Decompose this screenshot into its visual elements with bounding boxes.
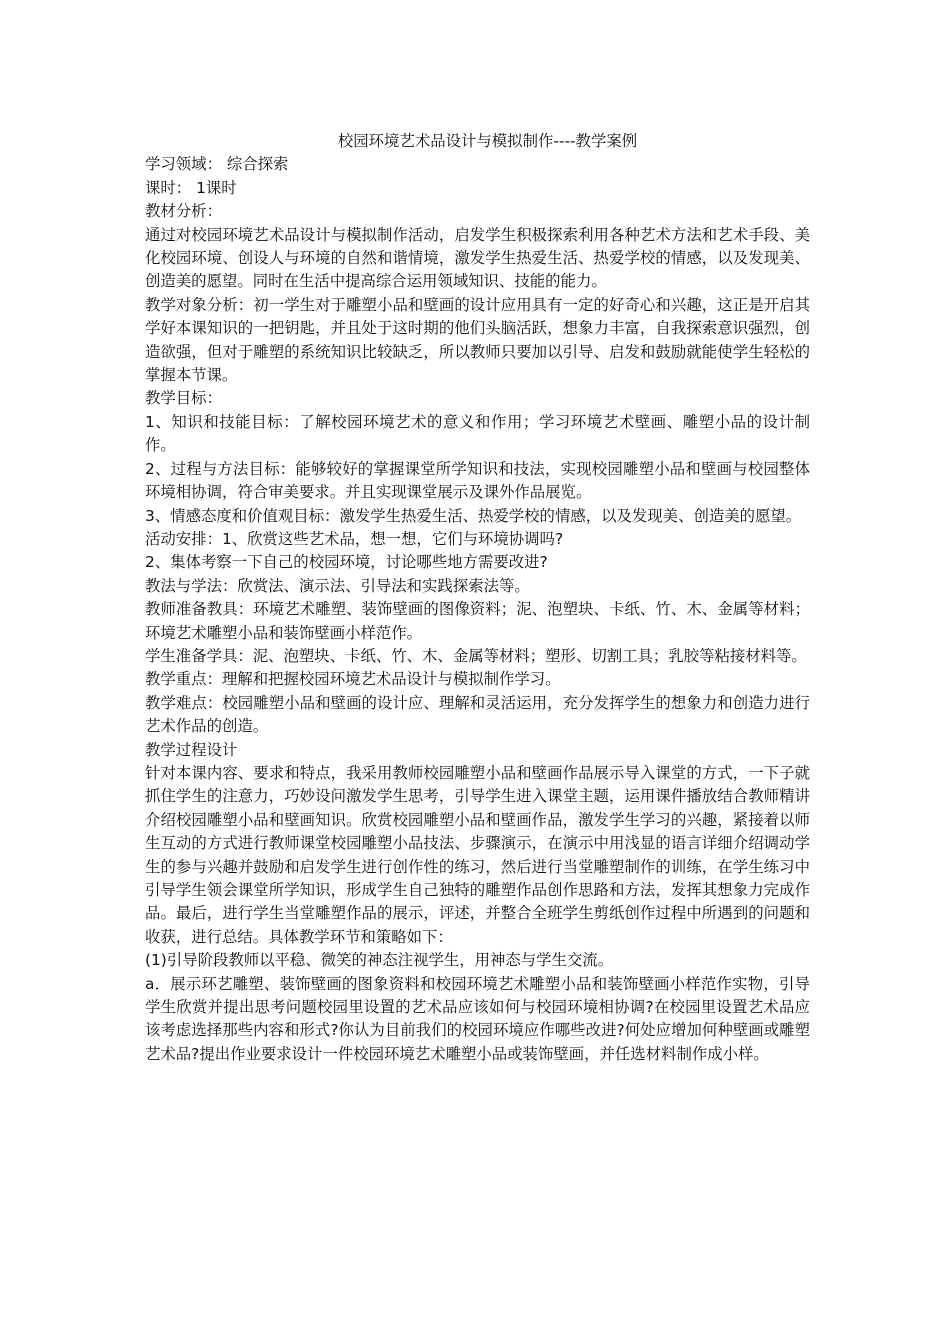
paragraph-student-prep: 学生准备学具：泥、泡塑块、卡纸、竹、木、金属等材料；塑形、切割工具；乳胶等粘接材料等。 bbox=[145, 646, 807, 665]
paragraph-guide-a: a．展示环艺雕塑、装饰壁画的图象资料和校园环境艺术雕塑小品和装饰壁画小样范作实物，引导学生欣赏并提出思考问题校园里设置的艺术品应该如何与校园环境相协调?在校园里设置艺术品应该考虑选择那些内容和形式?你认为目前我们的校园环境应作哪些改进?何处应增加何种壁画或雕塑艺术品?提出作业要求设计一件校园环境艺术雕塑小品或装饰壁画，并任选材料制作成小样。 bbox=[145, 974, 810, 1063]
paragraph-activity-1: 活动安排：1、欣赏这些艺术品，想一想，它们与环境协调吗? bbox=[145, 529, 564, 548]
paragraph-goal-knowledge: 1、知识和技能目标：了解校园环境艺术的意义和作用；学习环境艺术壁画、雕塑小品的设计制作。 bbox=[145, 412, 810, 455]
paragraph-learning-area: 学习领域： 综合探索 bbox=[145, 155, 289, 174]
paragraph-process-design: 针对本课内容、要求和特点，我采用教师校园雕塑小品和壁画作品展示导入课堂的方式，一下子就抓住学生的注意力，巧妙设问激发学生思考，引导学生进入课堂主题，运用课件播放结合教师精讲介绍校园雕塑小品和壁画知识。欣赏校园雕塑小品和壁画作品，激发学生学习的兴趣，紧接着以师生互动的方式进行教师课堂校园雕塑小品技法、步骤演示，在演示中用浅显的语言详细介绍调动学生的参与兴趣并鼓励和启发学生进行创作性的练习，然后进行当堂雕塑制作的训练，在学生练习中引导学生领会课堂所学知识，形成学生自己独特的雕塑作品创作思路和方法，发挥其想象力完成作品。最后，进行学生当堂雕塑作品的展示，评述，并整合全班学生剪纸创作过程中所遇到的问题和收获，进行总结。具体教学环节和策略如下： bbox=[145, 763, 810, 946]
paragraph-class-hours: 课时： 1课时 bbox=[145, 178, 237, 197]
paragraph-textbook-analysis-heading: 教材分析： bbox=[145, 202, 222, 221]
paragraph-textbook-analysis: 通过对校园环境艺术品设计与模拟制作活动，启发学生积极探索利用各种艺术方法和艺术手段、美化校园环境、创设人与环境的自然和谐情境，激发学生热爱生活、热爱学校的情感，以及发现美、创造美的愿望。同时在生活中提高综合运用领域知识、技能的能力。 bbox=[145, 225, 810, 291]
paragraph-activity-2: 2、集体考察一下自己的校园环境，讨论哪些地方需要改进? bbox=[145, 553, 548, 572]
paragraph-teaching-goals-heading: 教学目标： bbox=[145, 389, 222, 408]
paragraph-process-heading: 教学过程设计 bbox=[145, 740, 238, 759]
paragraph-methods: 教法与学法：欣赏法、演示法、引导法和实践探索法等。 bbox=[145, 576, 530, 595]
paragraph-goal-emotion: 3、情感态度和价值观目标：激发学生热爱生活、热爱学校的情感，以及发现美、创造美的愿望。 bbox=[145, 506, 802, 525]
paragraph-goal-process: 2、过程与方法目标：能够较好的掌握课堂所学知识和技法，实现校园雕塑小品和壁画与校园整体环境相协调，符合审美要求。并且实现课堂展示及课外作品展览。 bbox=[145, 459, 810, 502]
paragraph-student-analysis: 教学对象分析：初一学生对于雕塑小品和壁画的设计应用具有一定的好奇心和兴趣，这正是开启其学好本课知识的一把钥匙，并且处于这时期的他们头脑活跃，想象力丰富，自我探索意识强烈，创造欲强，但对于雕塑的系统知识比较缺乏，所以教师只要加以引导、启发和鼓励就能使学生轻松的掌握本节课。 bbox=[145, 295, 810, 385]
paragraph-guide-stage: (1)引导阶段教师以平稳、微笑的神态注视学生，用神态与学生交流。 bbox=[145, 951, 614, 970]
document-title: 校园环境艺术品设计与模拟制作----教学案例 bbox=[337, 132, 638, 150]
paragraph-teacher-prep: 教师准备教具：环境艺术雕塑、装饰壁画的图像资料；泥、泡塑块、卡纸、竹、木、金属等材料；环境艺术雕塑小品和装饰壁画小样范作。 bbox=[145, 600, 810, 642]
document-page bbox=[145, 130, 810, 1066]
paragraph-difficulty: 教学难点：校园雕塑小品和壁画的设计应、理解和灵活运用，充分发挥学生的想象力和创造力进行艺术作品的创造。 bbox=[145, 693, 810, 736]
paragraph-key-point: 教学重点：理解和把握校园环境艺术品设计与模拟制作学习。 bbox=[145, 670, 561, 689]
